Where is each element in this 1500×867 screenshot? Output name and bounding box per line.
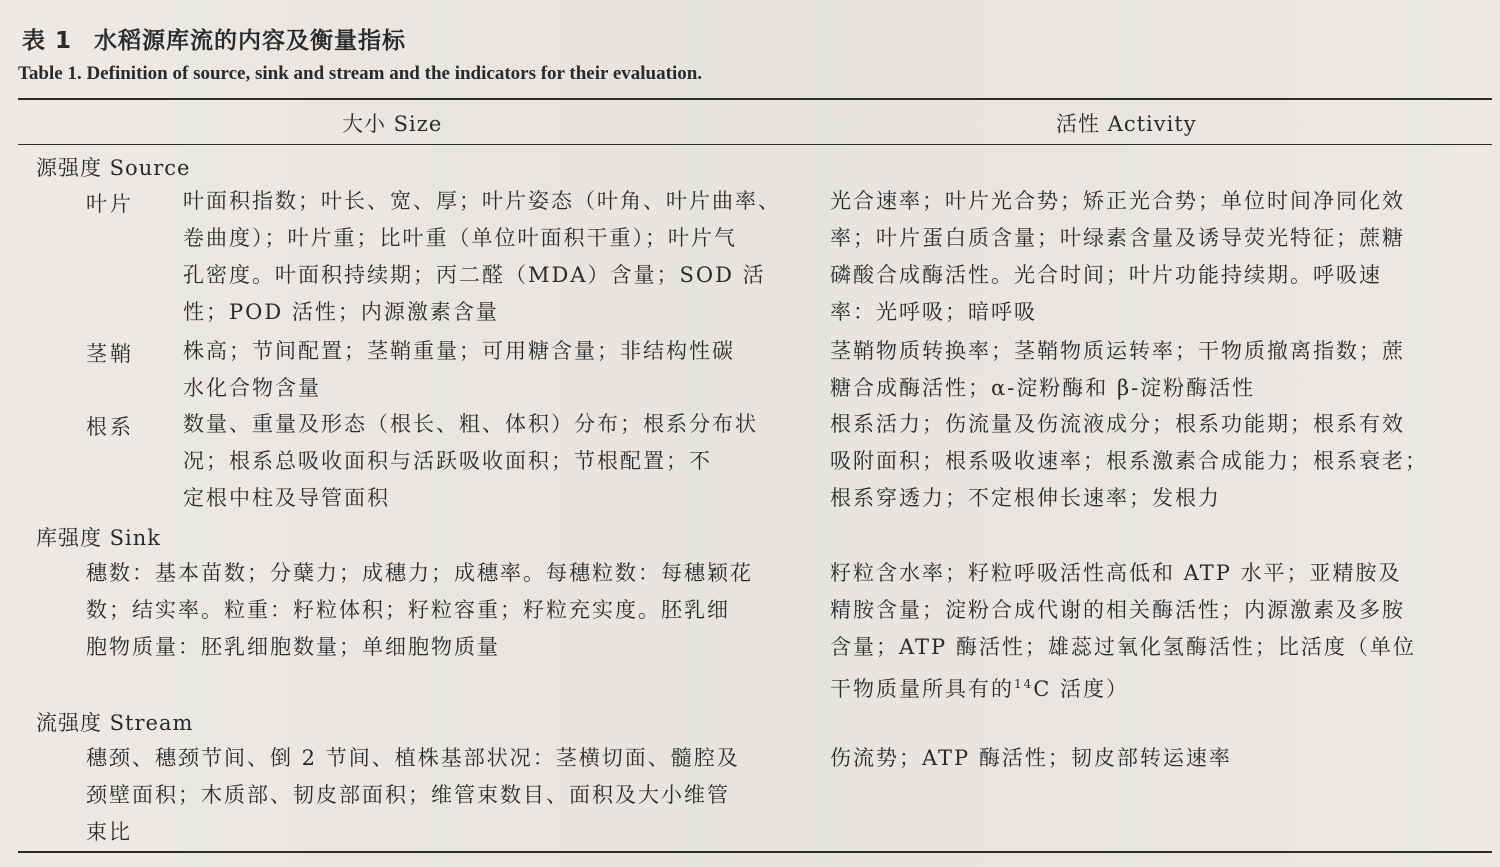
stream-activity-line: 伤流势；ATP 酶活性；韧皮部转运速率: [830, 746, 1232, 770]
root-activity-line: 吸附面积；根系吸收速率；根系激素合成能力；根系衰老；: [830, 449, 1428, 473]
sink-size-line: 数；结实率。粒重：籽粒体积；籽粒容重；籽粒充实度。胚乳细: [86, 598, 730, 622]
leaf-activity-line: 率；叶片蛋白质含量；叶绿素含量及诱导荧光特征；蔗糖: [830, 226, 1405, 250]
sink-activity-cell: [830, 555, 1416, 708]
stream-size-line: 束比: [86, 820, 132, 844]
table-caption-en: Table 1. Definition of source, sink and stream and the indicators for their evaluation.: [18, 63, 703, 84]
root-size-line: 数量、重量及形态（根长、粗、体积）分布；根系分布状: [183, 412, 758, 436]
row-label-leaf: 叶片: [86, 192, 134, 216]
table-caption-zh: [22, 22, 406, 55]
stream-size-line: 穗颈、穗颈节间、倒 2 节间、植株基部状况：茎横切面、髓腔及: [86, 746, 740, 770]
sheath-activity-line: 糖合成酶活性；α-淀粉酶和 β-淀粉酶活性: [830, 376, 1256, 400]
leaf-size-line: 孔密度。叶面积持续期；丙二醛（MDA）含量；SOD 活: [183, 263, 766, 287]
sink-activity-line: [830, 666, 1416, 708]
sink-activity-line: 精胺含量；淀粉合成代谢的相关酶活性；内源激素及多胺: [830, 598, 1405, 622]
section-heading-source: 源强度 Source: [36, 156, 191, 180]
bottom-rule: [18, 851, 1492, 853]
sheath-size-cell: [183, 333, 735, 407]
root-size-line: 定根中柱及导管面积: [183, 486, 390, 510]
section-heading-stream: 流强度 Stream: [36, 711, 194, 735]
sink-size-line: 胞物质量：胚乳细胞数量；单细胞物质量: [86, 635, 500, 659]
root-size-cell: [183, 406, 758, 517]
sheath-size-line: 水化合物含量: [183, 376, 321, 400]
header-rule: [18, 144, 1492, 145]
stream-size-line: 颈壁面积；木质部、韧皮部面积；维管束数目、面积及大小维管: [86, 783, 730, 807]
leaf-size-line: 叶面积指数；叶长、宽、厚；叶片姿态（叶角、叶片曲率、: [183, 189, 781, 213]
sink-size-cell: [86, 555, 753, 666]
sheath-activity-cell: [830, 333, 1405, 407]
root-activity-cell: [830, 406, 1428, 517]
row-label-sheath: 茎鞘: [86, 342, 134, 366]
stream-activity-cell: [830, 740, 1232, 777]
root-activity-line: 根系穿透力；不定根伸长速率；发根力: [830, 486, 1221, 510]
top-rule: [18, 98, 1492, 100]
table-title-zh: 水稻源库流的内容及衡量指标: [94, 28, 407, 54]
leaf-activity-line: 光合速率；叶片光合势；矫正光合势；单位时间净同化效: [830, 189, 1405, 213]
leaf-size-line: 性；POD 活性；内源激素含量: [183, 300, 499, 324]
sheath-activity-line: 茎鞘物质转换率；茎鞘物质运转率；干物质撤离指数；蔗: [830, 339, 1405, 363]
column-header-activity: 活性 Activity: [1056, 112, 1197, 136]
row-label-root: 根系: [86, 415, 134, 439]
section-heading-sink: 库强度 Sink: [36, 526, 162, 550]
sheath-size-line: 株高；节间配置；茎鞘重量；可用糖含量；非结构性碳: [183, 339, 735, 363]
sink-activity-line: 籽粒含水率；籽粒呼吸活性高低和 ATP 水平；亚精胺及: [830, 561, 1402, 585]
sink-activity-text: 干物质量所具有的: [830, 677, 1014, 701]
leaf-activity-cell: [830, 183, 1405, 331]
leaf-size-cell: [183, 183, 781, 331]
sink-activity-text: C 活度）: [1033, 677, 1130, 701]
column-header-size: 大小 Size: [342, 112, 443, 136]
table-number: 表 1: [22, 28, 73, 54]
leaf-size-line: 卷曲度）；叶片重；比叶重（单位叶面积干重）；叶片气: [183, 226, 737, 250]
isotope-superscript: 14: [1014, 677, 1034, 691]
leaf-activity-line: 率：光呼吸；暗呼吸: [830, 300, 1037, 324]
sink-activity-line: 含量；ATP 酶活性；雄蕊过氧化氢酶活性；比活度（单位: [830, 635, 1416, 659]
root-size-line: 况；根系总吸收面积与活跃吸收面积；节根配置；不: [183, 449, 712, 473]
sink-size-line: 穗数：基本苗数；分蘖力；成穗力；成穗率。每穗粒数：每穗颖花: [86, 561, 753, 585]
root-activity-line: 根系活力；伤流量及伤流液成分；根系功能期；根系有效: [830, 412, 1405, 436]
leaf-activity-line: 磷酸合成酶活性。光合时间；叶片功能持续期。呼吸速: [830, 263, 1382, 287]
stream-size-cell: [86, 740, 740, 851]
